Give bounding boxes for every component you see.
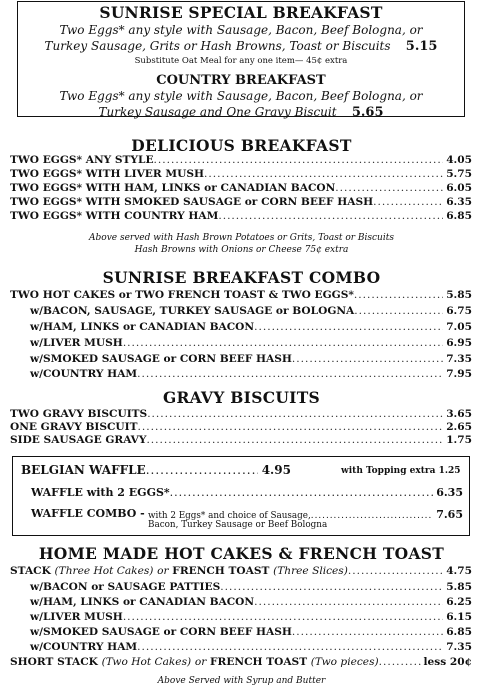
item-price: 6.35: [446, 196, 472, 208]
stack-label: STACK (Three Hot Cakes) or FRENCH TOAST (Three Slices): [10, 565, 348, 577]
special-title: SUNRISE SPECIAL BREAKFAST: [99, 3, 383, 22]
stack-row: [10, 564, 472, 578]
item-price: 5.85: [446, 289, 472, 301]
item-price: 6.95: [446, 337, 472, 349]
menu-row: [30, 595, 472, 609]
menu-row: [30, 610, 472, 624]
item-label: w/LIVER MUSH: [30, 337, 123, 349]
item-price: 5.75: [446, 168, 472, 180]
country-desc-1: Two Eggs* any style with Sausage, Bacon, Beef Bologna, or: [59, 89, 423, 103]
short-stack-price: less 20¢: [423, 656, 472, 668]
item-price: 6.85: [446, 626, 472, 638]
item-label: w/BACON, SAUSAGE, TURKEY SAUSAGE or BOLOGNA: [30, 305, 355, 317]
item-label: TWO EGGS* ANY STYLE: [10, 154, 154, 166]
combo-title: SUNRISE BREAKFAST COMBO: [102, 268, 381, 287]
delicious-title: DELICIOUS BREAKFAST: [131, 136, 352, 155]
item-price: 2.65: [446, 421, 472, 433]
menu-row: [10, 288, 472, 302]
special-price: 5.15: [405, 39, 438, 54]
item-label: w/COUNTRY HAM: [30, 368, 138, 380]
menu-row: [10, 153, 472, 167]
belgian-waffle-label: BELGIAN WAFFLE: [21, 463, 146, 477]
item-label: TWO HOT CAKES or TWO FRENCH TOAST & TWO EGGS*: [10, 289, 354, 301]
item-price: 6.75: [446, 305, 472, 317]
country-price: 5.65: [351, 105, 384, 120]
item-price: 6.25: [446, 596, 472, 608]
hotcakes-note: Above Served with Syrup and Butter: [157, 676, 326, 686]
waffle-combo-label: WAFFLE COMBO -: [31, 507, 145, 520]
item-price: 7.05: [446, 321, 472, 333]
item-label: w/SMOKED SAUSAGE or CORN BEEF HASH: [30, 626, 292, 638]
item-price: 4.05: [446, 154, 472, 166]
country-desc-2-line: [18, 104, 464, 121]
menu-row: [30, 304, 472, 318]
waffle-box: [12, 456, 470, 536]
item-price: 6.85: [446, 210, 472, 222]
waffle-eggs-label: WAFFLE with 2 EGGS*: [31, 486, 170, 499]
item-label: ONE GRAVY BISCUIT: [10, 421, 138, 433]
waffle-combo-desc-1: with 2 Eggs* and choice of Sausage,: [148, 511, 311, 521]
menu-row: [10, 195, 472, 209]
item-price: 3.65: [446, 408, 472, 420]
special-desc-2: Turkey Sausage, Grits or Hash Browns, Toast or Biscuits: [44, 39, 391, 53]
item-label: TWO EGGS* WITH COUNTRY HAM: [10, 210, 219, 222]
belgian-waffle-row: [21, 463, 321, 477]
hotcakes-title: HOME MADE HOT CAKES & FRENCH TOAST: [38, 544, 445, 563]
item-label: w/BACON or SAUSAGE PATTIES: [30, 581, 221, 593]
menu-row: [10, 433, 472, 447]
item-price: 1.75: [446, 434, 472, 446]
menu-row: [10, 181, 472, 195]
item-price: 7.35: [446, 353, 472, 365]
stack-price: 4.75: [446, 565, 472, 577]
special-substitute: Substitute Oat Meal for any one item— 45¢ extra: [134, 56, 348, 66]
gravy-title: GRAVY BISCUITS: [162, 388, 321, 407]
item-label: TWO EGGS* WITH LIVER MUSH: [10, 168, 204, 180]
delicious-note-1: Above served with Hash Brown Potatoes or Grits, Toast or Biscuits: [89, 233, 394, 243]
delicious-note-2: Hash Browns with Onions or Cheese 75¢ extra: [134, 245, 349, 255]
menu-row: [30, 320, 472, 334]
item-label: w/SMOKED SAUSAGE or CORN BEEF HASH: [30, 353, 292, 365]
waffle-combo-price: 7.65: [436, 508, 463, 521]
special-box: [17, 1, 465, 120]
item-price: 7.95: [446, 368, 472, 380]
waffle-eggs-row: [31, 486, 463, 499]
item-label: TWO GRAVY BISCUITS: [10, 408, 148, 420]
special-desc-2-line: [18, 38, 464, 55]
item-price: 7.35: [446, 641, 472, 653]
menu-row: [10, 420, 472, 434]
waffle-topping: with Topping extra 1.25: [341, 466, 461, 476]
short-stack-label: SHORT STACK (Two Hot Cakes) or FRENCH TOAST (Two pieces): [10, 656, 379, 668]
menu-row: [10, 167, 472, 181]
item-price: 5.85: [446, 581, 472, 593]
menu-row: [30, 336, 472, 350]
special-desc-1: Two Eggs* any style with Sausage, Bacon, Beef Bologna, or: [59, 23, 423, 37]
menu-row: [30, 625, 472, 639]
menu-row: [30, 352, 472, 366]
country-desc-2: Turkey Sausage and One Gravy Biscuit: [98, 105, 337, 119]
menu-row: [10, 407, 472, 421]
item-label: w/HAM, LINKS or CANADIAN BACON: [30, 596, 255, 608]
country-title: COUNTRY BREAKFAST: [156, 73, 326, 88]
item-label: w/COUNTRY HAM: [30, 641, 138, 653]
item-label: w/HAM, LINKS or CANADIAN BACON: [30, 321, 255, 333]
waffle-eggs-price: 6.35: [436, 486, 463, 499]
belgian-waffle-price: 4.95: [261, 463, 291, 477]
menu-row: [30, 640, 472, 654]
waffle-combo-desc-2: Bacon, Turkey Sausage or Beef Bologna: [148, 520, 328, 530]
short-stack-row: [10, 655, 472, 669]
item-price: 6.05: [446, 182, 472, 194]
item-label: w/LIVER MUSH: [30, 611, 123, 623]
item-label: TWO EGGS* WITH HAM, LINKS or CANADIAN BACON: [10, 182, 336, 194]
item-label: TWO EGGS* WITH SMOKED SAUSAGE or CORN BEEF HASH: [10, 196, 374, 208]
menu-row: [30, 580, 472, 594]
item-label: SIDE SAUSAGE GRAVY: [10, 434, 147, 446]
menu-row: [30, 367, 472, 381]
item-price: 6.15: [446, 611, 472, 623]
menu-row: [10, 209, 472, 223]
